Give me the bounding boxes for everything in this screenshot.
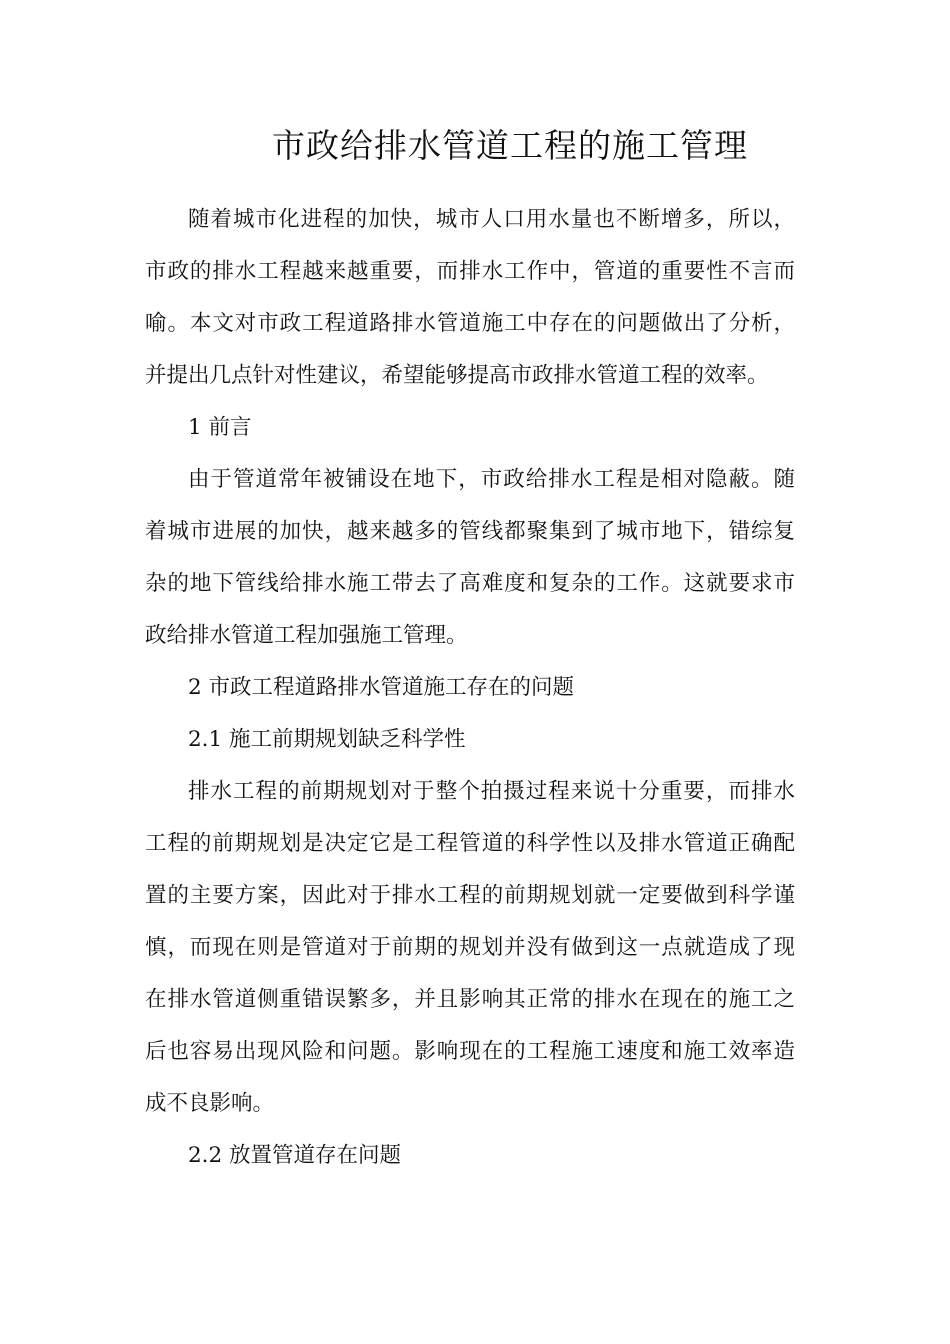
- text-line: 杂的地下管线给排水施工带去了高难度和复杂的工作。这就要求市: [145, 571, 795, 596]
- document-title: 市政给排水管道工程的施工管理: [272, 126, 748, 165]
- text-line: 置的主要方案，因此对于排水工程的前期规划就一定要做到科学谨: [145, 883, 795, 908]
- text-line: 着城市进展的加快，越来越多的管线都聚集到了城市地下，错综复: [145, 519, 795, 544]
- document-body: [145, 194, 795, 1182]
- text-line: 在排水管道侧重错误繁多，并且影响其正常的排水在现在的施工之: [145, 987, 795, 1012]
- text-line: 喻。本文对市政工程道路排水管道施工中存在的问题做出了分析，: [145, 311, 795, 336]
- text-line: 工程的前期规划是决定它是工程管道的科学性以及排水管道正确配: [145, 831, 795, 856]
- text-line: 2.2 放置管道存在问题: [188, 1143, 402, 1168]
- text-line: 政给排水管道工程加强施工管理。: [145, 623, 468, 648]
- text-line: 后也容易出现风险和问题。影响现在的工程施工速度和施工效率造: [145, 1039, 795, 1064]
- text-line: 慎，而现在则是管道对于前期的规划并没有做到这一点就造成了现: [145, 935, 795, 960]
- text-line: 随着城市化进程的加快，城市人口用水量也不断增多，所以，: [188, 207, 795, 232]
- text-line: 成不良影响。: [145, 1091, 275, 1116]
- text-line: 由于管道常年被铺设在地下，市政给排水工程是相对隐蔽。随: [188, 467, 795, 492]
- text-line: 1 前言: [188, 415, 252, 440]
- text-line: 2 市政工程道路排水管道施工存在的问题: [188, 675, 575, 700]
- text-line: 市政的排水工程越来越重要，而排水工作中，管道的重要性不言而: [145, 259, 795, 284]
- text-line: 2.1 施工前期规划缺乏科学性: [188, 727, 466, 752]
- text-line: 排水工程的前期规划对于整个拍摄过程来说十分重要，而排水: [188, 779, 795, 804]
- text-line: 并提出几点针对性建议，希望能够提高市政排水管道工程的效率。: [145, 363, 769, 388]
